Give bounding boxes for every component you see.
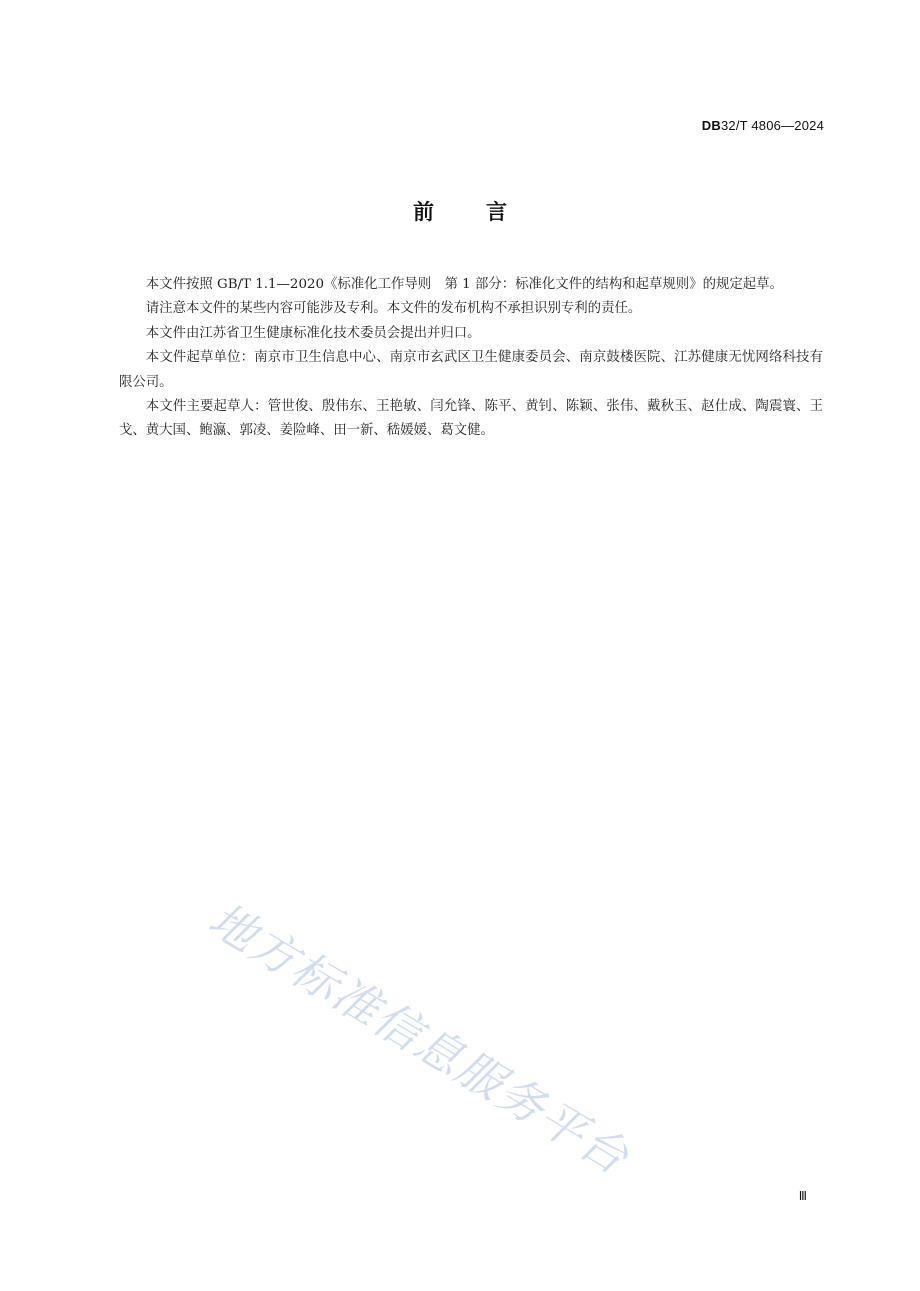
paragraph-drafting-rules: 本文件按照 GB/T 1.1—2020《标准化工作导则 第 1 部分：标准化文件的结构和起草规则》的规定起草。 xyxy=(145,277,783,292)
paragraph-proposer: 本文件由江苏省卫生健康标准化技术委员会提出并归口。 xyxy=(145,325,481,341)
paragraph-drafting-units: 本文件起草单位：南京市卫生信息中心、南京市玄武区卫生健康委员会、南京鼓楼医院、江苏健康无忧网络科技有限公司。 xyxy=(119,350,823,390)
page-number: Ⅲ xyxy=(798,1189,807,1203)
section-title: 前言 xyxy=(413,200,559,224)
document-code-prefix: DB xyxy=(701,118,721,133)
paragraph-patent-notice: 请注意本文件的某些内容可能涉及专利。本文件的发布机构不承担识别专利的责任。 xyxy=(145,301,642,317)
document-code xyxy=(702,118,824,133)
paragraph-drafters: 本文件主要起草人：管世俊、殷伟东、王艳敏、闫允锋、陈平、黄钊、陈颖、张伟、戴秋玉、赵仕成、陶震寰、王戈、黄大国、鲍瀛、郭凌、姜险峰、田一新、嵇媛媛、葛文健。 xyxy=(119,399,823,439)
document-code-number: 32/T 4806—2024 xyxy=(720,118,824,133)
watermark: 地方标准信息服务平台 xyxy=(199,891,639,1186)
foreword-body xyxy=(119,273,823,444)
